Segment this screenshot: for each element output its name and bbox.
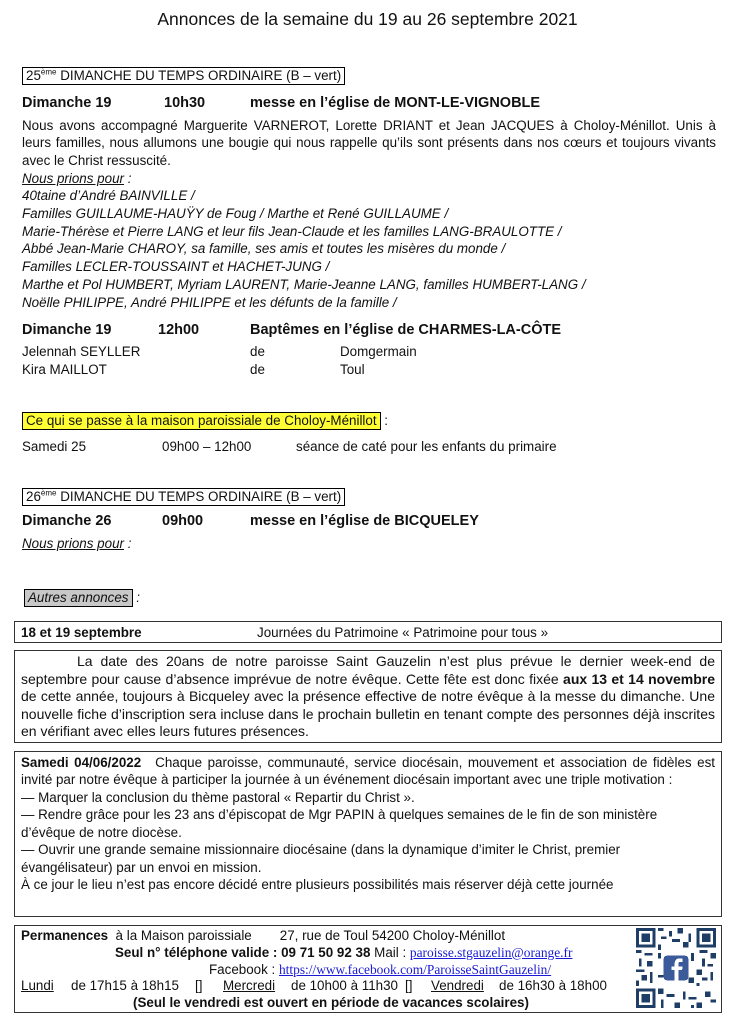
vacances-note: (Seul le vendredi est ouvert en période de vacances scolaires) <box>133 995 529 1010</box>
contact-line: Seul n° téléphone valide : 09 71 50 92 38 Mail : paroisse.stgauzelin@orange.fr <box>115 944 573 960</box>
prayer-item: Marie-Thérèse et Pierre LANG et leur fils Jean-Claude et les familles LANG-BRAULOTTE / <box>22 223 562 239</box>
gauzelin-paragraph: La date des 20ans de notre paroisse Saint Gauzelin n’est plus prévue le dernier week-end de septembre pour cause d’absence imprévue de notre évêque. Cette fête est donc fixée aux 13 et 14 novembre de cette année, toujours à Bicqueley avec la présence effective de notre évêque à la messe du dimanche. Une nouvelle fiche d’inscription sera incluse dans le prochain bulletin en tenant compte des personnes déjà inscrites en vérifiant avec elles leurs futures présences. <box>21 653 716 739</box>
gauzelin-box <box>14 650 722 743</box>
prayer-item: Familles GUILLAUME-HAUŸY de Foug / Marthe et René GUILLAUME / <box>22 205 449 221</box>
mail-link[interactable]: paroisse.stgauzelin@orange.fr <box>409 944 573 960</box>
mass-line-19: Dimanche 19 10h30 messe en l’église de MONT-LE-VIGNOBLE <box>22 95 541 111</box>
autres-annonces-label: Autres annonces : <box>24 589 140 607</box>
maison-header: Ce qui se passe à la maison paroissiale de Choloy-Ménillot : <box>22 412 388 430</box>
baptism-row: Jelennah SEYLLER de Domgermain <box>22 344 417 359</box>
baptism-line: Dimanche 19 12h00 Baptêmes en l’église de CHARMES-LA-CÔTE <box>22 322 561 338</box>
samedi-point: — Rendre grâce pour les 23 ans d’épiscopat de Mgr PAPIN à quelques semaines de le fin de son ministère d’évêque de notre diocèse. <box>21 807 658 840</box>
prayer-item: Abbé Jean-Marie CHAROY, sa famille, ses amis et toutes les misères du monde / <box>22 241 506 257</box>
prayer-item: Marthe et Pol HUMBERT, Myriam LAURENT, Marie-Jeanne LANG, familles HUMBERT-LANG / <box>22 276 586 292</box>
facebook-line: Facebook : https://www.facebook.com/ParoisseSaintGauzelin/ <box>209 961 552 977</box>
mass-line-26: Dimanche 26 09h00 messe en l’église de BICQUELEY <box>22 513 479 529</box>
prayer-item: 40taine d’André BAINVILLE / <box>22 188 195 203</box>
sunday-26-header: 26ème DIMANCHE DU TEMPS ORDINAIRE (B – vert) <box>22 488 345 506</box>
facebook-qr-code-icon <box>636 928 716 1008</box>
prayer-item: Noëlle PHILIPPE, André PHILIPPE et les défunts de la famille / <box>22 294 397 310</box>
hours-line: Lundi de 17h15 à 18h15 [] Mercredi de 10h00 à 11h30 [] Vendredi de 16h30 à 18h00 <box>21 978 607 994</box>
samedi-intro: Samedi 04/06/2022 Chaque paroisse, communauté, service diocésain, mouvement et association de fidèles est invité par notre évêque à participer la journée à un événement diocésain important avec une triple motivation : <box>21 755 715 788</box>
permanences-line: Permanences à la Maison paroissiale 27, rue de Toul 54200 Choloy-Ménillot <box>21 928 506 943</box>
samedi-closing: À ce jour le lieu n’est pas encore décidé entre plusieurs possibilités mais réserver déjà cette journée <box>21 876 614 892</box>
prions-label-2: Nous prions pour : <box>22 536 132 551</box>
cate-line: Samedi 25 09h00 – 12h00 séance de caté pour les enfants du primaire <box>22 439 557 454</box>
prayer-list <box>22 187 722 312</box>
sunday-25-header: 25ème DIMANCHE DU TEMPS ORDINAIRE (B – vert) <box>22 67 345 85</box>
prayer-item: Familles LECLER-TOUSSAINT et HACHET-JUNG / <box>22 259 330 275</box>
samedi-point: — Marquer la conclusion du thème pastoral « Repartir du Christ ». <box>21 789 415 805</box>
condolence-paragraph: Nous avons accompagné Marguerite VARNEROT, Lorette DRIANT et Jean JACQUES à Choloy-Ménillot. Unis à leurs familles, nous allumons une bougie qui nous rappelle qu’ils sont présents dans nos cœurs et toujours vivants avec le Christ ressuscité. <box>22 118 716 168</box>
facebook-link[interactable]: https://www.facebook.com/ParoisseSaintGauzelin/ <box>278 961 552 977</box>
patrimoine-box: 18 et 19 septembre Journées du Patrimoine « Patrimoine pour tous » <box>14 621 722 643</box>
samedi-point: — Ouvrir une grande semaine missionnaire diocésaine (dans la dynamique d’imiter le Christ, premier évangélisateur) par un envoi en mission. <box>21 842 621 875</box>
permanences-box <box>14 925 722 1013</box>
baptism-row: Kira MAILLOT de Toul <box>22 362 365 377</box>
samedi-box <box>14 751 722 917</box>
prions-label-1: Nous prions pour : <box>22 171 132 186</box>
page-title: Annonces de la semaine du 19 au 26 septembre 2021 <box>157 9 578 29</box>
